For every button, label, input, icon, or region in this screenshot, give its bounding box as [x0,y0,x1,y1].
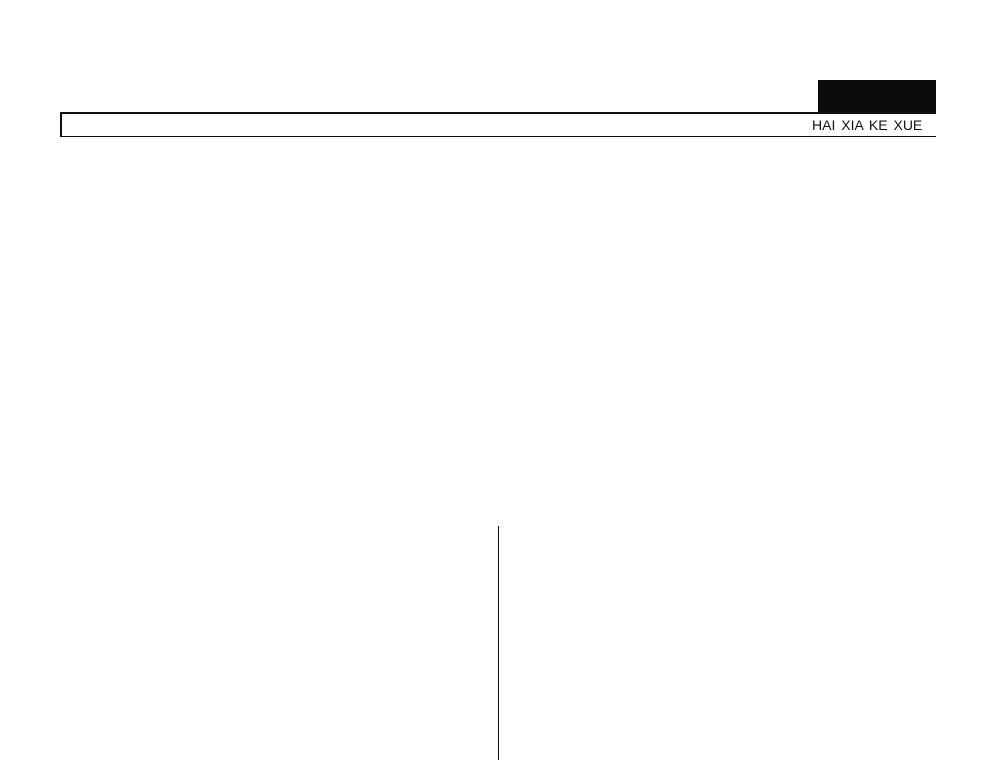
journal-name-badge [818,80,936,114]
journal-latin-name: HAI XIA KE XUE [812,117,923,133]
header-rule-box [60,112,936,137]
column-divider [498,526,499,760]
abstract [60,403,936,427]
keywords [90,481,936,505]
